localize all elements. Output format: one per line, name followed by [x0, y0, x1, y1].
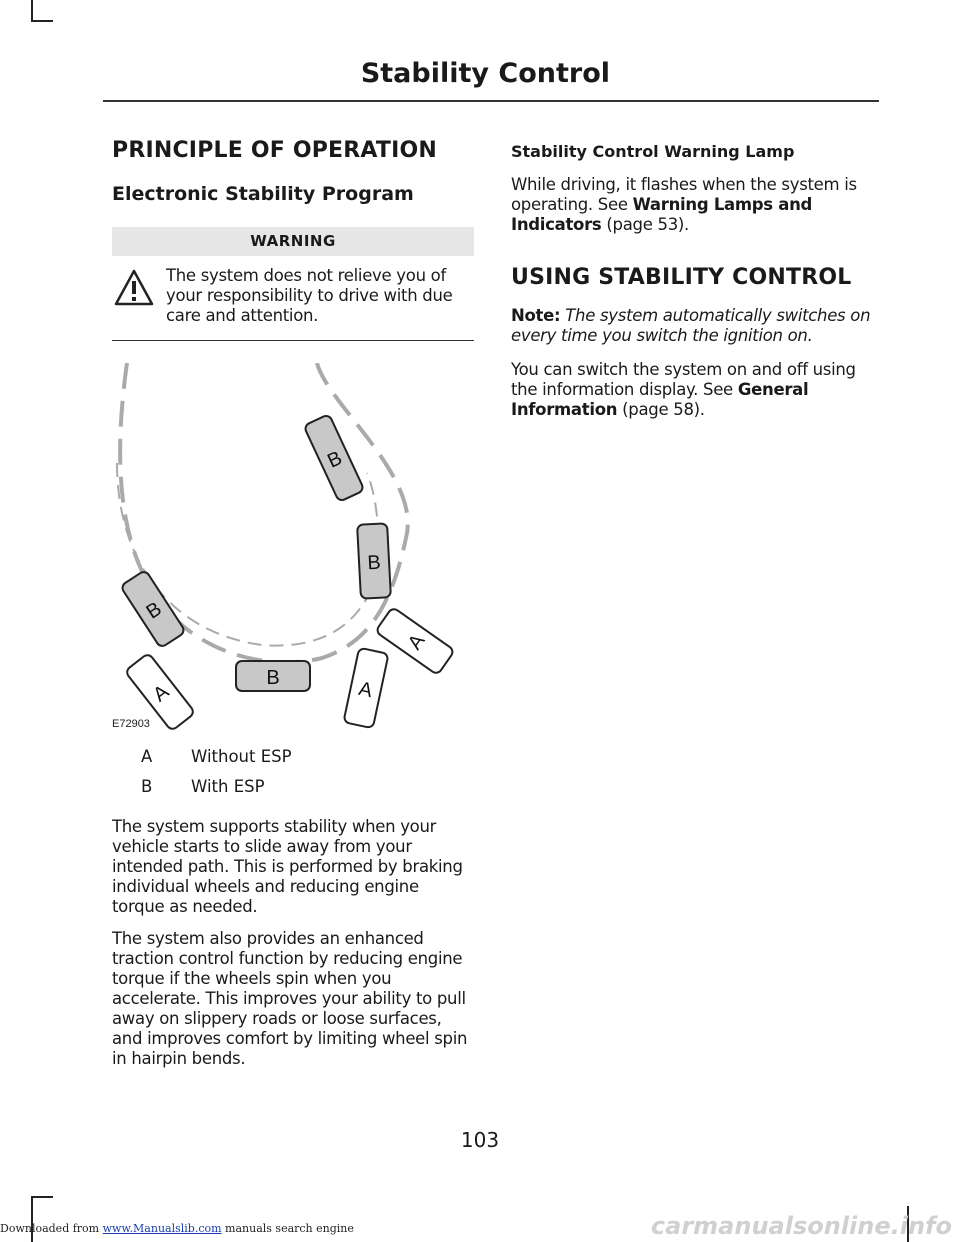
- car-a-2: [343, 648, 388, 729]
- warning-divider: [112, 340, 474, 341]
- figure-code: E72903: [112, 718, 150, 730]
- download-line: Downloaded from www.Manualslib.com manuals search engine: [0, 1222, 354, 1235]
- legend-value: Without ESP: [191, 747, 292, 766]
- crop-mark: [31, 20, 53, 22]
- legend: [112, 747, 474, 807]
- section-heading: PRINCIPLE OF OPERATION: [112, 138, 438, 163]
- general-information-link[interactable]: General Information: [511, 380, 809, 419]
- note-label: Note:: [511, 306, 561, 325]
- note-text: The system automatically switches on every time you switch the ignition on.: [511, 306, 871, 345]
- warning-lamps-link[interactable]: Warning Lamps and Indicators: [511, 195, 813, 234]
- page-header-title: Stability Control: [360, 58, 610, 89]
- car-label: B: [366, 551, 382, 575]
- section-heading: USING STABILITY CONTROL: [511, 265, 852, 290]
- watermark: carmanualsonline.info: [650, 1212, 952, 1240]
- lamp-heading: Stability Control Warning Lamp: [511, 142, 795, 161]
- car-label: A: [356, 677, 375, 703]
- paragraph: The system supports stability when your vehicle starts to slide away from your intended path. This is performed by braking individual wheels and reducing engine torque as needed.: [112, 817, 463, 916]
- legend-key: A: [141, 747, 153, 766]
- warning-text: The system does not relieve you of your responsibility to drive with due care and attention.: [166, 266, 453, 325]
- switch-paragraph: You can switch the system on and off using the information display. See General Information (page 58).: [511, 360, 856, 419]
- car-label: A: [403, 630, 430, 654]
- subsection-heading: Electronic Stability Program: [112, 183, 414, 205]
- manualslib-link[interactable]: www.Manualslib.com: [102, 1222, 222, 1235]
- car-b-2: [357, 523, 391, 598]
- car-label: B: [266, 667, 280, 689]
- right-column: [511, 138, 877, 420]
- warning-triangle-icon: [114, 268, 154, 308]
- legend-value: With ESP: [191, 777, 265, 796]
- warning-box: [112, 227, 474, 341]
- header-divider: [103, 100, 879, 102]
- paragraph: The system also provides an enhanced traction control function by reducing engine torque if the wheels spin when you accelerate. This improves your ability to pull away on slippery roads or loose surfaces, and improves comfort by limiting wheel spin in hairpin bends.: [112, 929, 468, 1068]
- legend-row: [112, 747, 474, 777]
- page-number: 103: [460, 1128, 500, 1152]
- note-paragraph: [511, 306, 877, 346]
- legend-key: B: [141, 777, 153, 796]
- car-label: A: [149, 680, 174, 707]
- warning-label: WARNING: [112, 227, 474, 256]
- car-label: B: [324, 447, 346, 473]
- crop-mark: [31, 1196, 33, 1242]
- car-b-4: [236, 661, 310, 691]
- car-label: B: [142, 597, 166, 624]
- left-column: [112, 138, 474, 1069]
- esp-diagram: [112, 363, 474, 733]
- car-b-1: [304, 414, 365, 502]
- crop-mark: [31, 1196, 53, 1198]
- crop-mark: [31, 0, 33, 22]
- lamp-paragraph: While driving, it flashes when the system is operating. See Warning Lamps and Indicators (page 53).: [511, 175, 857, 234]
- legend-row: [112, 777, 474, 807]
